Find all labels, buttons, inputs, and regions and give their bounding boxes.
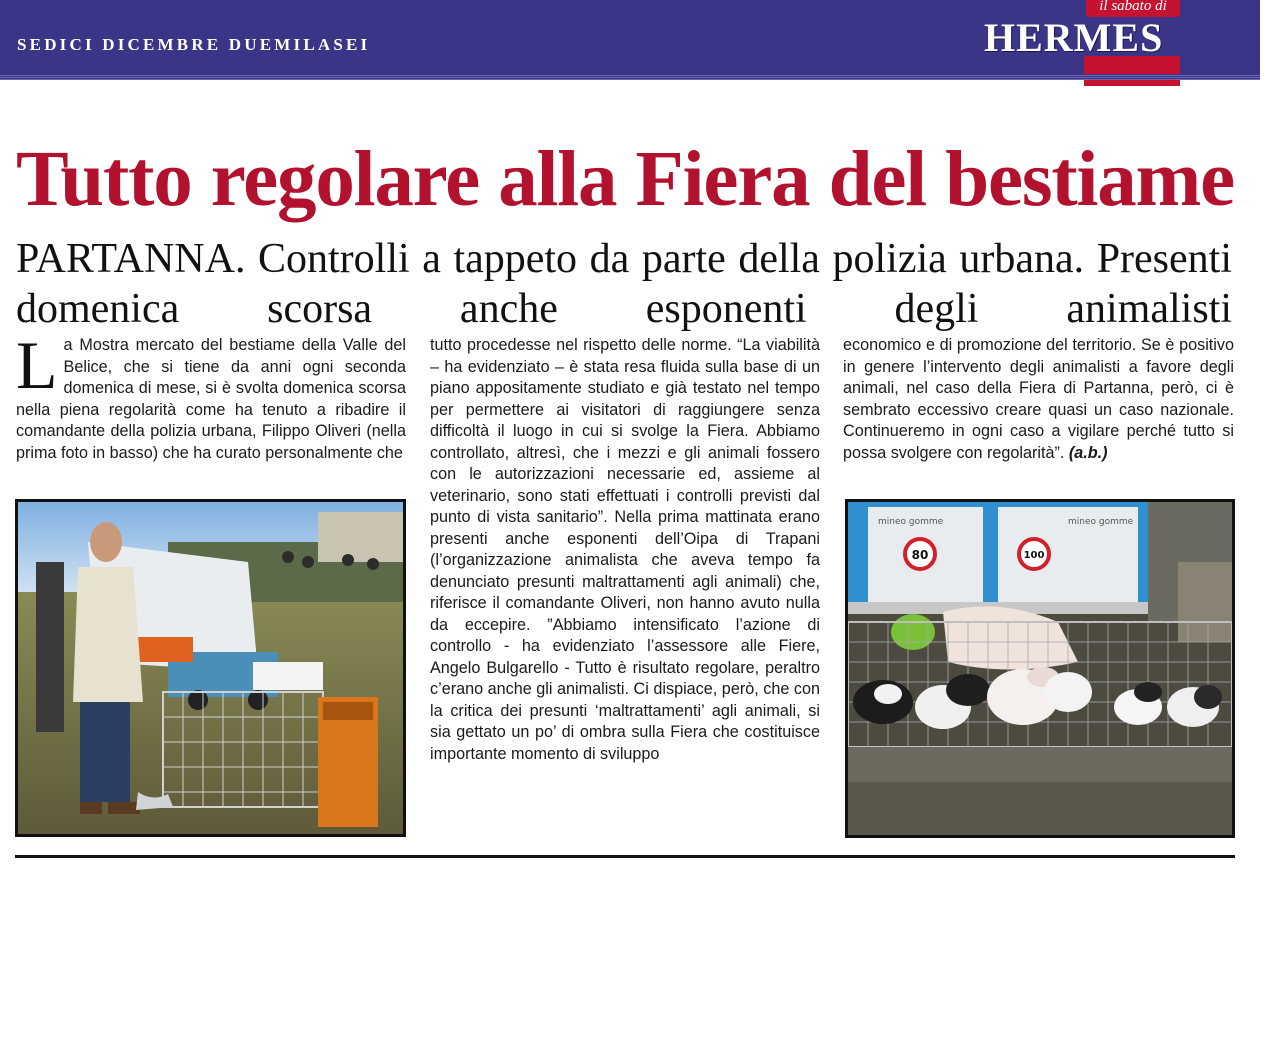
issue-date: SEDICI DICEMBRE DUEMILASEI [17,35,371,54]
article-headline: Tutto regolare alla Fiera del bestiame [16,136,1234,223]
speed-sign-80-label: 80 [911,548,929,562]
dropcap: L [16,335,58,403]
speed-sign-100-label: 100 [1023,550,1045,561]
column-1-text: a Mostra mercato del bestiame della Valle del Belice, che si tiene da anni ogni seconda domenica di mese, si è svolta domenica scorsa nella piena regolarità come ha tenuto a ribadire il comandante della polizia urbana, Filippo Oliveri (nella prima foto in basso) che ha curato personalmente che [16,336,406,462]
article-subhead: PARTANNA. Controlli a tappeto da parte della polizia urbana. Presenti domenica scorsa anche esponenti degli animalisti [16,236,1232,332]
logo-subtitle: il sabato di [1086,0,1180,17]
truck-text-2: mineo gomme [1068,517,1134,527]
photo-commander-at-fair [15,499,406,837]
column-3-text: economico e di promozione del territorio. Se è positivo in genere l’intervento degli animalisti a favore degli animali, nel caso della Fiera di Partanna, però, ci è sembrato eccessivo creare quasi un caso nazionale. Continueremo in ogni caso a vigilare perché tutto si possa svolgere con regolarità”. [843,336,1234,462]
bottom-rule [15,855,1235,858]
article-column-1 [16,335,406,495]
article-column-3 [843,335,1234,495]
photo-rabbits-in-cages [845,499,1235,838]
article-column-2 [430,335,820,850]
logo-title: HERMES [984,15,1164,60]
masthead-band [0,0,1260,80]
hermes-logo [978,0,1204,86]
column-2-text: tutto procedesse nel rispetto delle norme. “La viabilità – ha evidenziato – è stata resa fluida sulla base di un piano appositamente studiato e già testato nel tempo per permettere ai visitatori di raggiungere senza difficoltà il luogo in cui si svolge la Fiera. Abbiamo controllato, altresì, che i mezzi e gli animali fossero con le autorizzazioni necessarie ed, assieme al veterinario, sono stati effettuati i controlli previsti dal punto di vista sanitario”. Nella prima mattinata erano presenti anche esponenti dell’Oipa di Trapani (l’organizzazione animalista che aveva tempo fa denunciato presunti maltrattamenti agli animali) che, riferisce il comandante Oliveri, non hanno avuto nulla da eccepire. ”Abbiamo intensificato l’azione di controllo - ha evidenziato l’assessore alle Fiere, Angelo Bulgarello - Tutto è risultato regolare, peraltro c’erano anche gli animalisti. Ci dispiace, però, che con la critica dei presunti ‘maltrattamenti’ agli animali, si sia gettato un po’ di ombra sulla Fiera che costituisce importante momento di sviluppo [430,336,820,763]
author-signature: (a.b.) [1068,443,1108,462]
truck-text-1: mineo gomme [878,517,944,527]
